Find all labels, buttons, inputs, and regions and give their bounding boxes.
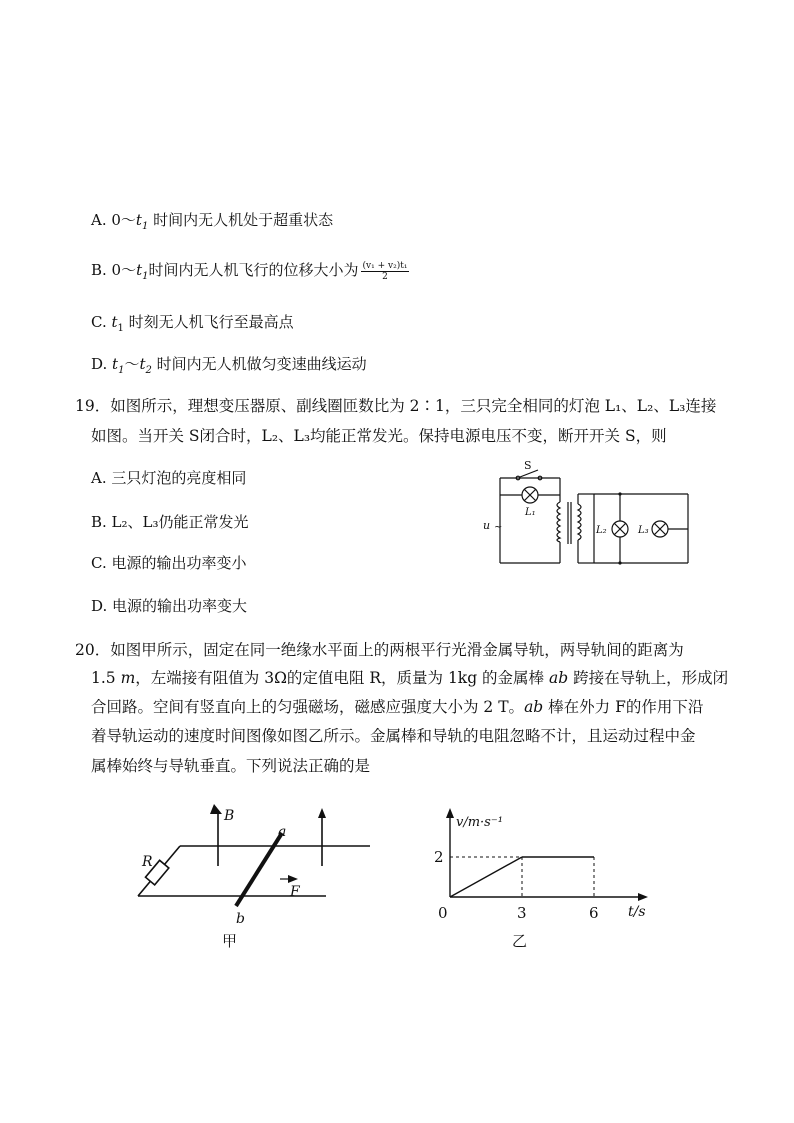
q20-stem-line3 <box>91 697 703 717</box>
y-axis-arrow <box>446 808 454 818</box>
q18-c-text: 时刻无人机飞行至最高点 <box>123 313 294 331</box>
secondary-coil <box>578 504 581 540</box>
q18-b-var: t <box>136 261 143 279</box>
q19-option-c: C. 电源的输出功率变小 <box>91 554 247 572</box>
q18-option-c <box>91 312 294 339</box>
q18-b-sub: 1 <box>142 271 149 282</box>
metal-rod-ab <box>236 833 282 906</box>
b-label: B <box>224 808 235 824</box>
x-axis-arrow <box>638 893 648 901</box>
q20-line2-b: ，左端接有阻值为 3Ω的定值电阻 R，质量为 1kg 的金属棒 <box>135 669 549 687</box>
r-label: R <box>142 854 153 870</box>
q20-line2-m: m <box>120 669 136 687</box>
q18-d-var1: t <box>112 355 119 373</box>
q18-c-var: t <box>111 313 118 331</box>
q20-stem-line4: 着导轨运动的速度时间图像如图乙所示。金属棒和导轨的电阻忽略不计，且运动过程中金 <box>91 727 696 745</box>
q18-d-pre: D. <box>91 355 113 373</box>
y-axis-label: v/m·s⁻¹ <box>456 815 503 830</box>
q19-option-d: D. 电源的输出功率变大 <box>91 597 248 615</box>
x-tick-label-1: 3 <box>517 904 527 922</box>
y-tick-label-0: 2 <box>434 848 444 866</box>
q20-line2-c: 跨接在导轨上，形成闭 <box>568 669 729 687</box>
q20-line3-b: 棒在外力 F的作用下沿 <box>543 698 704 716</box>
q20-line3-ab: ab <box>524 698 544 716</box>
q18-a-var: t <box>135 211 142 229</box>
q18-b-pre: B. 0～ <box>91 261 137 279</box>
q18-option-b <box>91 260 409 287</box>
q18-d-sub2: 2 <box>145 365 152 376</box>
x-axis-label: t/s <box>628 904 646 920</box>
q19-option-b: B. L₂、L₃仍能正常发光 <box>91 513 249 531</box>
series-segment-0 <box>450 857 522 897</box>
switch-label: S <box>524 459 532 472</box>
q18-option-a <box>91 210 333 237</box>
primary-coil <box>557 502 560 542</box>
lamp1-label: L₁ <box>525 507 536 518</box>
q18-c-sub: 1 <box>117 323 124 334</box>
q18-option-d <box>91 354 367 381</box>
b-end-label: b <box>236 911 245 927</box>
q20-stem-line5: 属棒始终与导轨垂直。下列说法正确的是 <box>91 757 371 775</box>
q20-line2-a: 1.5 <box>91 669 121 687</box>
q19-stem-line2: 如图。当开关 S闭合时，L₂、L₃均能正常发光。保持电源电压不变，断开开关 S，则 <box>91 427 667 445</box>
q19-option-a: A. 三只灯泡的亮度相同 <box>91 469 247 487</box>
a-label: a <box>278 824 287 840</box>
source-ac-icon: ~ <box>494 522 503 533</box>
q18-d-text: 时间内无人机做匀变速曲线运动 <box>151 355 367 373</box>
force-arrowhead <box>288 875 298 883</box>
x-tick-label-2: 6 <box>589 904 599 922</box>
figure-jia-caption: 甲 <box>222 932 238 950</box>
q18-a-sub: 1 <box>141 221 149 232</box>
q18-c-pre: C. <box>91 313 112 331</box>
q19-stem-line1: 19．如图所示，理想变压器原、副线圈匝数比为 2∶1，三只完全相同的灯泡 L₁、L₂、L₃连接 <box>75 397 717 415</box>
q20-stem-line1: 20．如图甲所示，固定在同一绝缘水平面上的两根平行光滑金属导轨，两导轨间的距离为 <box>75 641 684 659</box>
figure-yi-caption: 乙 <box>512 932 528 950</box>
q20-vt-chart <box>420 800 660 960</box>
q18-b-frac-num: (v₁ + v₂)t₁ <box>362 260 408 271</box>
source-label: u <box>483 519 491 532</box>
q18-a-text: 时间内无人机处于超重状态 <box>148 211 334 229</box>
b-arrowhead-1 <box>210 804 222 814</box>
q18-b-text: 时间内无人机飞行的位移大小为 <box>148 261 359 279</box>
x-tick-label-0: 0 <box>438 904 448 922</box>
lamp3-label: L₃ <box>638 525 649 536</box>
lamp2-label: L₂ <box>596 525 607 536</box>
b-arrowhead-2 <box>318 808 326 818</box>
q18-d-sub1: 1 <box>118 365 125 376</box>
q18-b-fraction <box>361 261 410 282</box>
q20-line3-a: 合回路。空间有竖直向上的匀强磁场，磁感应强度大小为 2 T。 <box>91 698 525 716</box>
q18-d-var2: t <box>139 355 146 373</box>
q19-circuit-diagram <box>480 460 700 570</box>
q20-line2-ab: ab <box>548 669 569 687</box>
q18-a-pre: A. 0～ <box>91 211 136 229</box>
f-label: F <box>290 884 300 900</box>
q18-b-frac-den: 2 <box>382 271 388 282</box>
q18-d-mid: ～ <box>124 355 140 373</box>
q20-stem-line2 <box>91 668 728 688</box>
q20-figure-jia <box>130 800 380 960</box>
